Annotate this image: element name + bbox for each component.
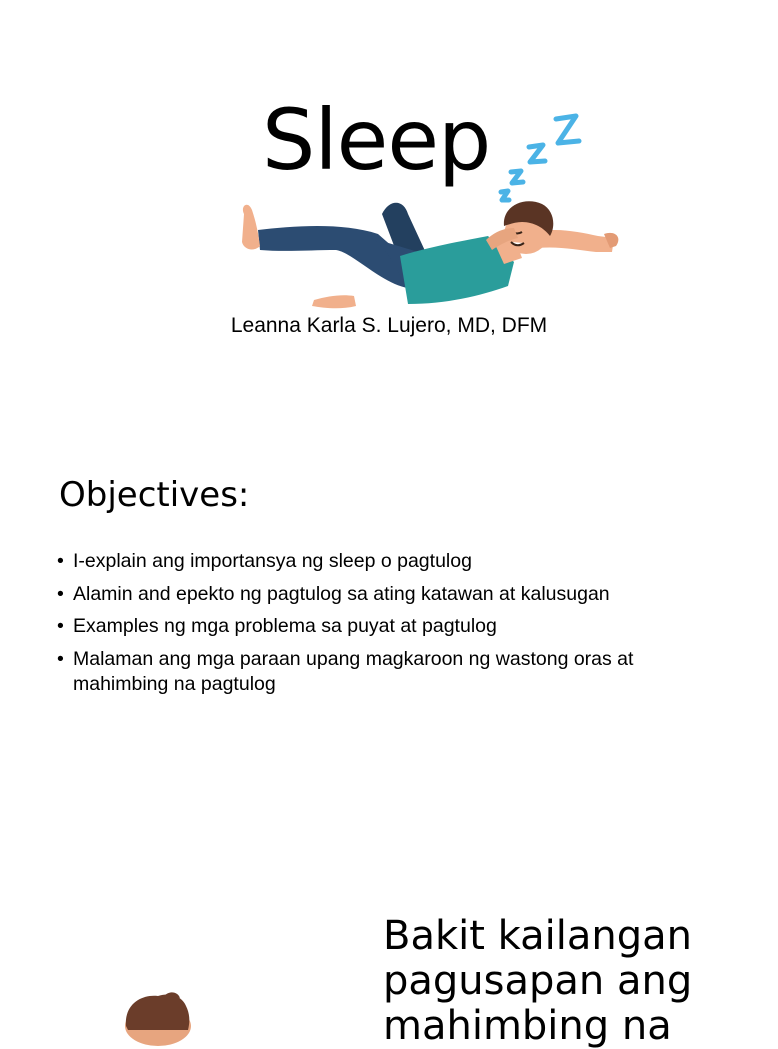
- list-item: • Malaman ang mga paraan upang magkaroon ng wastong oras at mahimbing na pagtulog: [57, 647, 634, 695]
- title-slide: [0, 0, 768, 384]
- list-item-text: Examples ng mga problema sa puyat at pagtulog: [73, 615, 497, 637]
- person-head-icon: [120, 990, 192, 1030]
- list-item: • Examples ng mga problema sa puyat at pagtulog: [57, 615, 497, 637]
- slide-title: Sleep: [262, 91, 491, 189]
- list-item: • I-explain ang importansya ng sleep o pagtulog: [57, 550, 472, 572]
- title-line: mahimbing na: [383, 1003, 672, 1049]
- list-item-text: Malaman ang mga paraan upang magkaroon ng wastong oras at mahimbing na pagtulog: [73, 647, 634, 695]
- title-line: Bakit kailangan: [383, 913, 692, 959]
- objectives-slide: [0, 420, 768, 780]
- sleeping-man-icon: [232, 192, 622, 314]
- slide-title: [383, 914, 723, 1049]
- list-item-text: Alamin and epekto ng pagtulog sa ating katawan at kalusugan: [73, 582, 610, 605]
- list-item: • Alamin and epekto ng pagtulog sa ating katawan at kalusugan: [57, 582, 610, 605]
- objectives-list: [56, 549, 696, 704]
- author-name: Leanna Karla S. Lujero, MD, DFM: [230, 314, 548, 337]
- list-item-text: I-explain ang importansya ng sleep o pagtulog: [73, 550, 472, 572]
- title-line: pagusapan ang: [383, 958, 693, 1004]
- objectives-heading: Objectives:: [59, 475, 250, 515]
- bakit-slide: [0, 840, 768, 1049]
